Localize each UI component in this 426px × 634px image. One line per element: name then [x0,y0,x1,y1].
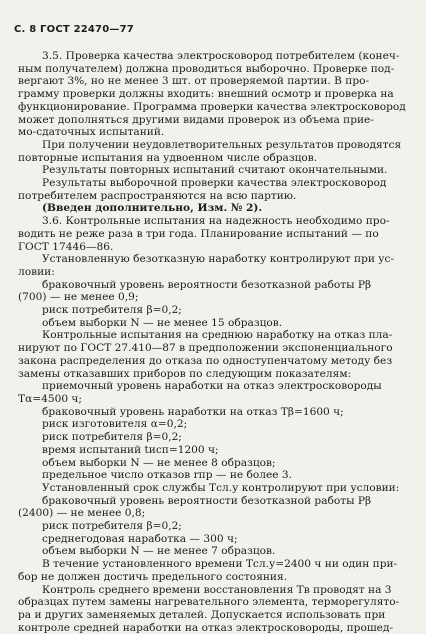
text-line: Результаты выборочной проверки качества электросковород [42,177,387,190]
text-line: объем выборки N — не менее 8 образцов; [42,456,276,469]
page-header: С. 8 ГОСТ 22470—77 [14,24,134,35]
text-line: браковочный уровень вероятности безотказной работы Pβ [42,278,372,291]
text-line: повторные испытания на удвоенном числе образцов. [18,151,318,164]
text-line: образцах путем замены нагревательного элемента, терморегулято- [18,596,400,609]
text-line: может дополняться другими видами проверок из объема прие- [18,113,374,126]
text-line: функционирование. Программа проверки качества электросковород [18,100,406,113]
text-line: ловии: [18,265,55,278]
text-line: ра и других заменяемых деталей. Допускается использовать при [18,608,386,621]
document-body [18,50,412,634]
text-line: 3.6. Контрольные испытания на надежность необходимо про- [42,215,390,228]
text-line: мо-сдаточных испытаний. [18,126,165,139]
text-line: нируют по ГОСТ 27.410—87 в предположении экспоненциального [18,342,393,355]
text-line: 3.5. Проверка качества электросковород потребителем (конеч- [42,50,400,62]
text-line: риск изготовителя α=0,2; [42,418,188,431]
text-line: (700) — не менее 0,9; [18,291,139,304]
text-line: замены отказавших приборов по следующим показателям: [18,367,352,380]
text-line: вергают 3%, но не менее 3 шт. от проверяемой партии. В про- [18,75,370,88]
text-line: Tα=4500 ч; [18,392,82,405]
text-line: приемочный уровень наработки на отказ электросковороды [42,380,382,393]
text-line: время испытаний tисп=1200 ч; [42,443,219,456]
text-line: объем выборки N — не менее 15 образцов. [42,316,283,329]
text-line: закона распределения до отказа по одноступенчатому методу без [18,354,393,367]
text-line: Контроль среднего времени восстановления Tв проводят на 3 [42,583,392,596]
text-line: риск потребителя β=0,2; [42,431,182,444]
text-line: браковочный уровень вероятности безотказной работы Pβ [42,494,372,507]
text-line: В течение установленного времени Tсл.у=2400 ч ни один при- [42,558,398,571]
text-line: водить не реже раза в три года. Планирование испытаний — по [18,227,379,240]
text-line: потребителем распространяются на всю партию. [18,189,297,202]
text-line: браковочный уровень наработки на отказ Tβ=1600 ч; [42,405,344,418]
text-line: контроле средней наработки на отказ электросковороды, прошед- [18,621,394,634]
text-line: грамму проверки должны входить: внешний осмотр и проверка на [18,88,394,101]
text-line: Результаты повторных испытаний считают окончательными. [42,164,388,177]
text-line: Установленный срок службы Tсл.у контролируют при условии: [42,481,400,494]
amendment-note: (Введен дополнительно, Изм. № 2). [42,202,263,215]
text-line: Контрольные испытания на среднюю наработку на отказ пла- [42,329,393,342]
text-line: среднегодовая наработка — 300 ч; [42,532,238,545]
text-line: бор не должен достичь предельного состояния. [18,570,288,583]
text-line: ГОСТ 17446—86. [18,240,114,253]
text-line: При получении неудовлетворительных результатов проводятся [42,138,402,151]
text-line: риск потребителя β=0,2; [42,304,182,317]
text-line: риск потребителя β=0,2; [42,520,182,533]
text-line: ным получателем) должна проводиться выборочно. Проверке под- [18,62,395,75]
text-line: (2400) — не менее 0,8; [18,507,146,520]
text-line: предельное число отказов rпр — не более 3. [42,469,293,482]
text-line: объем выборки N — не менее 7 образцов. [42,545,276,558]
text-line: Установленную безотказную наработку контролируют при ус- [42,253,395,266]
